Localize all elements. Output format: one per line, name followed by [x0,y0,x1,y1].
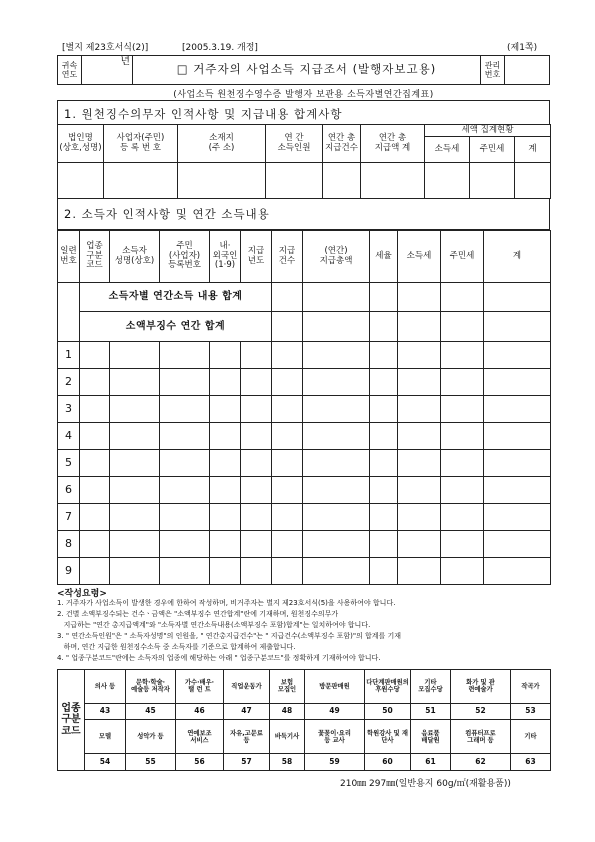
payee-cell[interactable] [80,450,110,477]
paper-spec: 210㎜ 297㎜(일반용지 60g/㎡(재활용품)) [340,779,511,789]
payee-cell[interactable] [484,531,551,558]
payee-cell[interactable] [303,396,370,423]
payee-cell[interactable] [441,477,484,504]
year-label: 귀속 연도 [58,56,82,85]
payee-cell[interactable] [80,504,110,531]
payee-cell[interactable] [160,423,210,450]
section2-heading: 2. 소득자 인적사항 및 연간 소득내용 [64,207,270,221]
payee-cell[interactable] [272,396,303,423]
income-tax-field[interactable] [425,163,470,199]
col-annual-total: 연간 총 지급액 계 [361,125,425,163]
payee-cell[interactable] [398,396,441,423]
payee-cell[interactable] [80,531,110,558]
col-payee-name: 소득자 성명(상호) [110,231,160,283]
payee-cell[interactable] [241,531,272,558]
industry-code: 43 [85,703,126,720]
payee-cell[interactable] [484,477,551,504]
industry-code: 45 [126,703,176,720]
subtitle: (사업소득 원천징수영수증 발행자 보관용 소득자별연간집계표) [173,90,434,100]
industry-name: 자유,고문료 등 [224,720,270,754]
payee-rows [58,342,551,585]
industry-name: 바둑기사 [270,720,305,754]
row-number: 2 [58,369,80,396]
payee-row [58,558,551,585]
payee-cell[interactable] [272,450,303,477]
industry-code: 47 [224,703,270,720]
col-biz-reg-no: 사업자(주민) 등 록 번 호 [104,125,178,163]
row-number: 7 [58,504,80,531]
payee-table [57,230,551,585]
industry-code: 62 [451,754,511,771]
sum2-sum[interactable] [484,312,551,342]
sum2-income-tax[interactable] [398,312,441,342]
industry-name: 기타 모집수당 [411,670,451,704]
section1-frame [57,100,550,125]
payee-cell[interactable] [303,504,370,531]
payee-cell[interactable] [210,558,241,585]
payee-cell[interactable] [160,369,210,396]
payee-row [58,504,551,531]
sum1-rate[interactable] [370,283,398,312]
total-field[interactable] [515,163,551,199]
payee-row [58,450,551,477]
payee-cell[interactable] [272,369,303,396]
industry-name: 화가 및 관 련예술가 [451,670,511,704]
industry-name: 방문판매원 [305,670,365,704]
payee-row [58,369,551,396]
note-line: 지급하는 "연간 총지급액계"와 "소득자별 연간소득내용(소액부징수 포함)합계"는 일치하여야 합니다. [57,621,371,629]
industry-name: 모델 [85,720,126,754]
col-corp-name: 법인명 (상호,성명) [58,125,104,163]
resident-tax-field[interactable] [470,163,515,199]
payee-cell[interactable] [241,396,272,423]
col-pay-year: 지급 년도 [241,231,272,283]
note-line: 4. " 업종구분코드"란에는 소득자의 업종에 해당하는 아래 " 업종구분코드"를 정확하게 기재하여야 합니다. [57,654,381,662]
payee-cell[interactable] [370,558,398,585]
industry-code-table [57,669,551,771]
payee-cell[interactable] [441,531,484,558]
payee-cell[interactable] [210,477,241,504]
payee-cell[interactable] [441,504,484,531]
note-line: 2. 건별 소액부징수되는 건수ㆍ금액은 "소액부징수 연간합계"란에 기재하며, 원천징수의무가 [57,610,339,618]
sum1-count[interactable] [272,283,303,312]
form-number: [별지 제23호서식(2)] [62,43,149,53]
col-resident-tax: 주민세 [470,137,515,163]
industry-code: 59 [305,754,365,771]
payee-cell[interactable] [272,342,303,369]
payee-cell[interactable] [370,423,398,450]
sum2-total[interactable] [303,312,370,342]
row-number: 6 [58,477,80,504]
industry-name: 작곡가 [511,670,551,704]
col-income-tax: 소득세 [398,231,441,283]
payee-cell[interactable] [303,450,370,477]
payee-cell[interactable] [441,558,484,585]
payee-cell[interactable] [241,342,272,369]
payee-cell[interactable] [370,369,398,396]
payee-cell[interactable] [160,450,210,477]
payee-cell[interactable] [272,531,303,558]
payee-cell[interactable] [484,423,551,450]
payee-cell[interactable] [210,423,241,450]
section2-frame [57,198,550,230]
payee-cell[interactable] [303,423,370,450]
payee-cell[interactable] [160,558,210,585]
payee-cell[interactable] [303,369,370,396]
payee-cell[interactable] [398,450,441,477]
payee-cell[interactable] [210,450,241,477]
notes-body [57,598,401,664]
payee-cell[interactable] [241,423,272,450]
payee-cell[interactable] [484,396,551,423]
payee-cell[interactable] [110,477,160,504]
payee-cell[interactable] [160,504,210,531]
col-total: 계 [515,137,551,163]
payee-cell[interactable] [484,504,551,531]
payee-cell[interactable] [160,396,210,423]
payee-cell[interactable] [110,504,160,531]
col-foreign: 내· 외국인 (1·9) [210,231,241,283]
title-block [57,55,550,85]
col-tax-rate: 세율 [370,231,398,283]
payee-cell[interactable] [80,423,110,450]
payee-cell[interactable] [80,558,110,585]
address-field[interactable] [178,163,266,199]
form-title: □ 거주자의 사업소득 지급조서 (발행자보고용) [133,56,481,85]
payee-row [58,342,551,369]
payee-cell[interactable] [210,396,241,423]
payee-cell[interactable] [272,423,303,450]
payee-cell[interactable] [303,477,370,504]
payee-cell[interactable] [272,558,303,585]
col-income-tax: 소득세 [425,137,470,163]
payee-cell[interactable] [370,396,398,423]
revision-date: [2005.3.19. 개정] [182,43,258,53]
payee-cell[interactable] [441,423,484,450]
industry-name: 직업운동가 [224,670,270,704]
row-number: 5 [58,450,80,477]
industry-code: 63 [511,754,551,771]
payee-cell[interactable] [110,450,160,477]
industry-code: 58 [270,754,305,771]
payee-cell[interactable] [160,477,210,504]
industry-name: 컴퓨터프로 그래머 등 [451,720,511,754]
payee-cell[interactable] [160,342,210,369]
payee-cell[interactable] [80,396,110,423]
section1-heading: 1. 원천징수의무자 인적사항 및 지급내용 합계사항 [64,107,343,121]
notes-heading: <작성요령> [57,589,107,599]
col-resident-tax: 주민세 [441,231,484,283]
payee-cell[interactable] [398,504,441,531]
biz-reg-no-field[interactable] [104,163,178,199]
annual-total-field[interactable] [361,163,425,199]
payee-cell[interactable] [441,396,484,423]
industry-name: 다단계판매원의 후원수당 [365,670,411,704]
industry-name: 연예보조 서비스 [176,720,224,754]
payee-cell[interactable] [241,477,272,504]
payee-cell[interactable] [241,369,272,396]
payee-cell[interactable] [398,477,441,504]
payee-cell[interactable] [398,423,441,450]
col-total: 계 [484,231,551,283]
payee-cell[interactable] [398,531,441,558]
industry-code: 56 [176,754,224,771]
col-annual-persons: 연 간 소득인원 [266,125,323,163]
payee-cell[interactable] [210,504,241,531]
tax-summary-group: 세액 집계현황 [425,125,551,137]
year-field[interactable] [82,56,133,85]
industry-code: 52 [451,703,511,720]
row-number: 3 [58,396,80,423]
payee-row [58,477,551,504]
industry-name: 가수·배우· 탤 런 트 [176,670,224,704]
payee-cell[interactable] [110,342,160,369]
payee-cell[interactable] [110,396,160,423]
withholder-table [57,124,551,199]
payee-cell[interactable] [241,558,272,585]
industry-name: 꽃꽂이·요리 등 교사 [305,720,365,754]
sum2-resident-tax[interactable] [441,312,484,342]
industry-code: 50 [365,703,411,720]
payee-cell[interactable] [80,342,110,369]
payee-cell[interactable] [484,558,551,585]
col-annual-count: 연간 총 지급건수 [323,125,361,163]
mgmt-number-field[interactable] [505,56,550,85]
payee-cell[interactable] [110,558,160,585]
payee-row [58,396,551,423]
payee-cell[interactable] [241,504,272,531]
sum2-rate[interactable] [370,312,398,342]
industry-name: 의사 등 [85,670,126,704]
payee-cell[interactable] [398,369,441,396]
payee-cell[interactable] [370,504,398,531]
col-serial: 일련 번호 [58,231,80,283]
payee-row [58,531,551,558]
annual-persons-field[interactable] [266,163,323,199]
summary-blank [58,283,80,342]
payee-cell[interactable] [210,342,241,369]
payee-cell[interactable] [441,342,484,369]
year-unit: 년 [120,56,130,67]
payee-cell[interactable] [484,450,551,477]
payee-cell[interactable] [303,531,370,558]
payee-cell[interactable] [484,342,551,369]
annual-count-field[interactable] [323,163,361,199]
sum2-count[interactable] [272,312,303,342]
col-industry-code: 업종 구분 코드 [80,231,110,283]
payee-cell[interactable] [398,342,441,369]
industry-code: 49 [305,703,365,720]
note-line: 1. 거주자가 사업소득이 발생한 경우에 한하여 작성하며, 비거주자는 별지 제23호서식(5)을 사용하여야 합니다. [57,599,396,607]
industry-code: 55 [126,754,176,771]
payee-cell[interactable] [370,531,398,558]
industry-code: 46 [176,703,224,720]
industry-code: 57 [224,754,270,771]
payee-cell[interactable] [80,369,110,396]
note-line: 하며, 연간 지급한 원천징수소득 중 소득자를 기준으로 합계하여 제출합니다. [57,643,296,651]
payee-row [58,423,551,450]
col-address: 소재지 (주 소) [178,125,266,163]
industry-name: 보험 모집인 [270,670,305,704]
payee-cell[interactable] [370,477,398,504]
payee-cell[interactable] [370,342,398,369]
sum-row-income: 소득자별 연간소득 내용 합계 [80,283,272,312]
payee-cell[interactable] [110,531,160,558]
industry-name: 학원강사 및 재 단사 [365,720,411,754]
industry-code: 60 [365,754,411,771]
industry-name: 문학·학술· 예술등 저작자 [126,670,176,704]
sum1-total[interactable] [303,283,370,312]
payee-cell[interactable] [241,450,272,477]
industry-code: 61 [411,754,451,771]
page-number: (제1쪽) [507,43,538,53]
row-number: 4 [58,423,80,450]
note-line: 3. " 연간소득인원"은 " 소득자성명"의 인원을, " 연간총지급건수"는 " 지급건수(소액부징수 포함)"의 합계를 기재 [57,632,402,640]
mgmt-label: 관리 번호 [481,56,505,85]
row-number: 8 [58,531,80,558]
code-label: 업종 구분 코드 [58,670,85,771]
sum1-income-tax[interactable] [398,283,441,312]
row-number: 9 [58,558,80,585]
col-pay-count: 지급 건수 [272,231,303,283]
industry-name: 음료품 배달원 [411,720,451,754]
sum-row-small: 소액부징수 연간 합계 [80,312,272,342]
payee-cell[interactable] [484,369,551,396]
payee-cell[interactable] [441,369,484,396]
payee-cell[interactable] [210,369,241,396]
row-number: 1 [58,342,80,369]
payee-cell[interactable] [370,450,398,477]
industry-code: 51 [411,703,451,720]
payee-cell[interactable] [210,531,241,558]
industry-code: 48 [270,703,305,720]
industry-code: 54 [85,754,126,771]
payee-cell[interactable] [398,558,441,585]
payee-cell[interactable] [441,450,484,477]
payee-cell[interactable] [303,558,370,585]
sum1-sum[interactable] [484,283,551,312]
col-reg-no: 주민 (사업자) 등록번호 [160,231,210,283]
payee-cell[interactable] [160,531,210,558]
payee-cell[interactable] [272,504,303,531]
industry-code: 53 [511,703,551,720]
col-pay-total: (연간) 지급총액 [303,231,370,283]
industry-name: 성악가 등 [126,720,176,754]
corp-name-field[interactable] [58,163,104,199]
industry-name: 기타 [511,720,551,754]
payee-cell[interactable] [272,477,303,504]
sum1-resident-tax[interactable] [441,283,484,312]
payee-cell[interactable] [110,423,160,450]
payee-cell[interactable] [80,477,110,504]
payee-cell[interactable] [303,342,370,369]
payee-cell[interactable] [110,369,160,396]
